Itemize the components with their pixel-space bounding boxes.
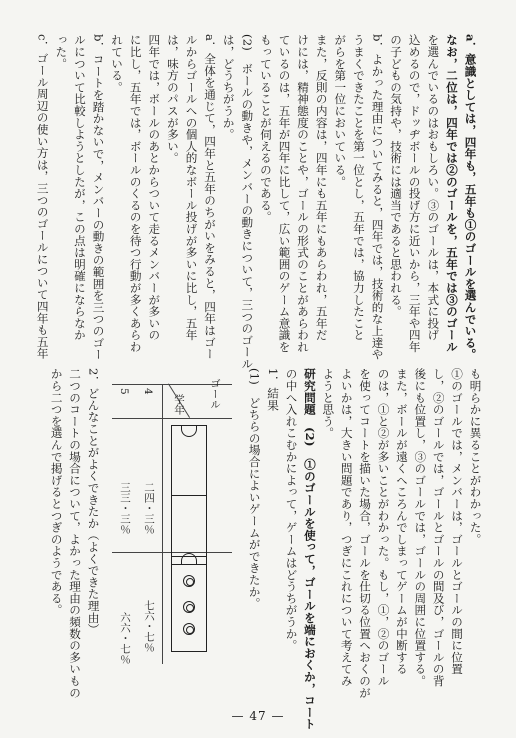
- text-column: ているのは，五年が四年に比して，広い範囲のゲーム意識を: [277, 34, 292, 353]
- table-header-goal: ゴール: [209, 378, 221, 410]
- text-column: うまくできたことを第一位とし，五年では，協力したこと: [351, 34, 366, 341]
- text-column: った。: [54, 34, 69, 70]
- text-column: 込めるので，ドッヂボールの投げ方に近いから，三年や四年: [407, 34, 422, 353]
- text-column: を使ってコートを描いた場合，ゴールを仕切る位置へおくのが: [358, 368, 373, 699]
- text-column: 研究問題 (2) ①のゴールを使って，ゴールを端におくか，コート: [302, 368, 317, 730]
- text-column: 二つのコートの場合について，よかった理由の頻数の多いもの: [68, 368, 83, 699]
- court-b-grade4-value: 七六・七％: [143, 600, 155, 653]
- text-column: もっていることが伺えるのである。: [258, 34, 273, 223]
- table-col-divider: [162, 384, 163, 664]
- court-a-top-arc: [181, 425, 197, 437]
- text-column: けには，精神態度のことや，ゴールの形式のことがあらわれ: [296, 34, 311, 353]
- court-a-center-line: [172, 495, 206, 496]
- text-column: から二つを選んで掲げるとつぎのようである。: [49, 368, 64, 616]
- text-column: よいかは，大きい問題であり，つぎにこれについて考えてみ: [339, 368, 354, 687]
- court-b-goal-icon: [183, 601, 195, 613]
- table-rule-header: [112, 418, 232, 419]
- text-column: a．全体を通じて，四年と五年のちがいをみると，四年はゴー: [203, 34, 218, 360]
- text-column: を選んでいるのはおもしろい。③のゴールは，本式に投げ: [426, 34, 441, 341]
- upper-text-block: [33, 34, 478, 370]
- text-column: c．ゴール周辺の使い方は，三つのゴールについて四年も五年: [35, 34, 50, 360]
- text-column: ルからゴールへの個人的なボール投げが多いに比し，五年: [184, 34, 199, 341]
- text-column: ルについて比較しようとしたが，この点は明確にならなか: [72, 34, 87, 341]
- text-column: a．意識としては，四年も，五年も①のゴールを選んでいる。: [463, 34, 478, 361]
- text-column: は，どうちがうか。: [221, 34, 236, 141]
- text-column: b．コートを踏かないで，メンバーの動きの範囲を三つのゴー: [91, 34, 106, 361]
- text-column: も明らかに異ることがわかった。: [468, 368, 483, 545]
- text-column: また，反則の内容は，四年にも五年にもあらわれ，五年だ: [314, 34, 329, 341]
- court-a-grade4-value: 二四・三％: [143, 482, 155, 535]
- text-column: がらを第一位においている。: [333, 34, 348, 188]
- text-column: (2) ボールの動きや，メンバーの動きについて，三つのゴール: [240, 34, 255, 370]
- text-column: 後にも位置し，③のゴールでは，ゴールの周囲に位置する。: [413, 368, 428, 687]
- text-column: の子どもの気持や，技術には適当であると思われる。: [389, 34, 404, 318]
- court-diagram-inset-goals: [171, 556, 207, 652]
- court-a-grade5-value: 三三・三％: [119, 482, 131, 535]
- table-header-grade: 学年: [173, 394, 185, 415]
- court-b-goal-icon: [183, 575, 195, 587]
- text-column: は，味方のパスが多い。: [165, 34, 180, 164]
- table-row-4-label: 4: [142, 388, 154, 395]
- page-number: — 47 —: [231, 709, 285, 723]
- court-diagram-end-goals: [171, 425, 207, 565]
- text-column: に比し，五年では，ボールのくるのを待つ行動が多くあらわ: [128, 34, 143, 353]
- text-column: b．よかった理由についてみると，四年では，技術的な上達や: [370, 34, 385, 361]
- court-b-goal-icon: [183, 623, 195, 635]
- text-column: ようと思う。: [321, 368, 336, 439]
- text-column: (1) どちらの場合によいゲームができたか。: [247, 368, 262, 610]
- text-column: なお，二位は，四年では②のゴールを，五年では③のゴール: [444, 34, 459, 353]
- court-b-grade5-value: 六六・七％: [119, 612, 131, 665]
- text-column: 四年では，ボールのあとからついて走るメンバーが多いの: [147, 34, 162, 341]
- text-column: のは，①と②が多いことがわかった。もし，①，②のゴール: [376, 368, 391, 687]
- text-column: ①のゴールでは，メンバーは，ゴールとゴールの間に位置: [450, 368, 465, 675]
- text-column: また，ボールが遠くへころんでしまってゲームが中断する: [394, 368, 409, 675]
- text-column: れている。: [110, 34, 125, 93]
- text-column: の中へ入れこむかによって，ゲームはどうちがうか。: [284, 368, 299, 652]
- table-row-5-label: 5: [118, 388, 130, 395]
- text-column: し，②のゴールでは，ゴールとゴールの間及び，ゴールの背: [431, 368, 446, 687]
- text-column: 1．結果: [266, 368, 281, 411]
- text-column: 2．どんなことがよくできたか（よくできた理由）: [86, 368, 101, 636]
